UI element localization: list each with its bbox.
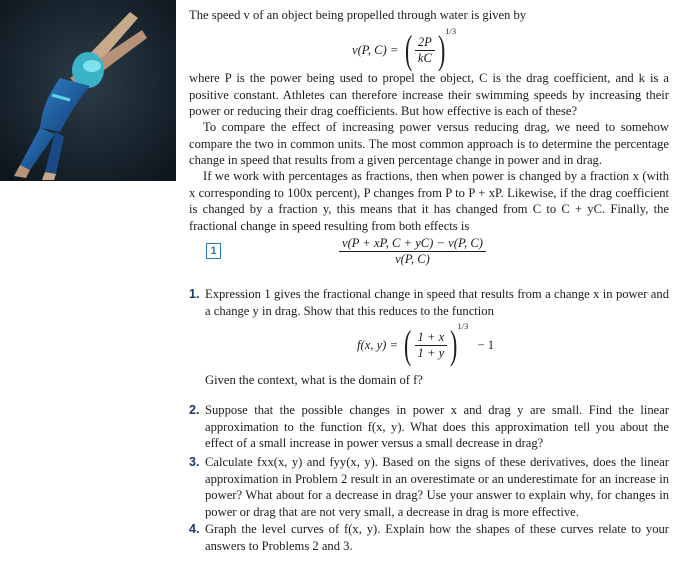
f-formula-numerator: 1 + x [415, 330, 448, 346]
f-formula: f(x, y) = ( $\frac{1 + x}{1 + y}$ )$^{1/3}$ − 1 [357, 321, 495, 368]
problem-4 [189, 521, 669, 554]
f-formula-exponent: 1/3 [457, 321, 469, 331]
problem-3 [189, 454, 669, 520]
expression-1 [339, 236, 486, 267]
domain-question: Given the context, what is the domain of f? [205, 373, 423, 387]
problem-1-text: Expression 1 gives the fractional change in speed that results from a change x in power and a change y in drag. Show that this reduces to the function [205, 287, 669, 318]
problem-2 [189, 402, 669, 452]
paragraph-definitions: where P is the power being used to propel the object, C is the drag coefficient, and k is a positive constant. Athletes can therefore increase their swimming speeds by increasing their power or reducing their drag coefficients. But how effective is each of these? [189, 71, 669, 118]
f-formula-denominator: 1 + y [417, 345, 445, 360]
problem-4-text: Graph the level curves of f(x, y). Explain how the shapes of these curves relate to your answers to Problems 2 and 3. [205, 522, 669, 553]
f-formula-lhs: f(x, y) = [357, 337, 399, 352]
problem-1-number: 1. [189, 287, 200, 301]
expression-1-fraction [339, 236, 486, 267]
paragraph-fractions: If we work with percentages as fractions, then when power is changed by a fraction x (with x corresponding to 100x percent), P changes from P to P + xP. Likewise, if the drag coefficient is changed by a fraction y, this means that it has changed from C to C + yC. Finally, the fractional change in speed resulting from both effects is [189, 169, 669, 233]
speed-formula-denominator: kC [417, 50, 432, 65]
problem-3-text: Calculate fxx(x, y) and fyy(x, y). Based on the signs of these derivatives, does the linear approximation in Problem 2 result in an overestimate or an underestimate for an increase in power? What about for a decrease in drag? Use your answer to explain why, for changes in power or drag that are not very small, a decrease in drag is more effective. [205, 455, 669, 519]
f-formula-tail: − 1 [477, 337, 495, 352]
problem-3-number: 3. [189, 455, 200, 469]
problem-2-text: Suppose that the possible changes in power x and drag y are small. Find the linear approximation to the function f(x, y). What does this approximation tell you about the effect of a small increase in power versus a small decrease in drag? [205, 403, 669, 450]
speed-formula: v(P, C) = ( $\frac{2P}{kC}$ )$^{1/3}$ [352, 26, 457, 73]
f-formula-fraction [415, 330, 448, 361]
speed-formula-fraction [415, 35, 435, 66]
speed-formula-exponent: 1/3 [445, 26, 457, 36]
expression-1-numerator: v(P + xP, C + yC) − v(P, C) [339, 236, 486, 252]
paragraph-compare: To compare the effect of increasing power versus reducing drag, we need to somehow compare the two in common units. The most common approach is to determine the percentage change in speed that results from a given percentage change in power and in drag. [189, 120, 669, 167]
problem-2-number: 2. [189, 403, 200, 417]
expression-tag-1: 1 [206, 243, 221, 259]
problem-4-number: 4. [189, 522, 200, 536]
speed-formula-numerator: 2P [415, 35, 435, 51]
speed-formula-lhs: v(P, C) = [352, 42, 399, 57]
intro-text: The speed v of an object being propelled through water is given by [189, 8, 527, 22]
swimmer-photo [0, 0, 176, 181]
problem-1 [189, 286, 669, 319]
expression-1-denominator: v(P, C) [395, 252, 430, 266]
